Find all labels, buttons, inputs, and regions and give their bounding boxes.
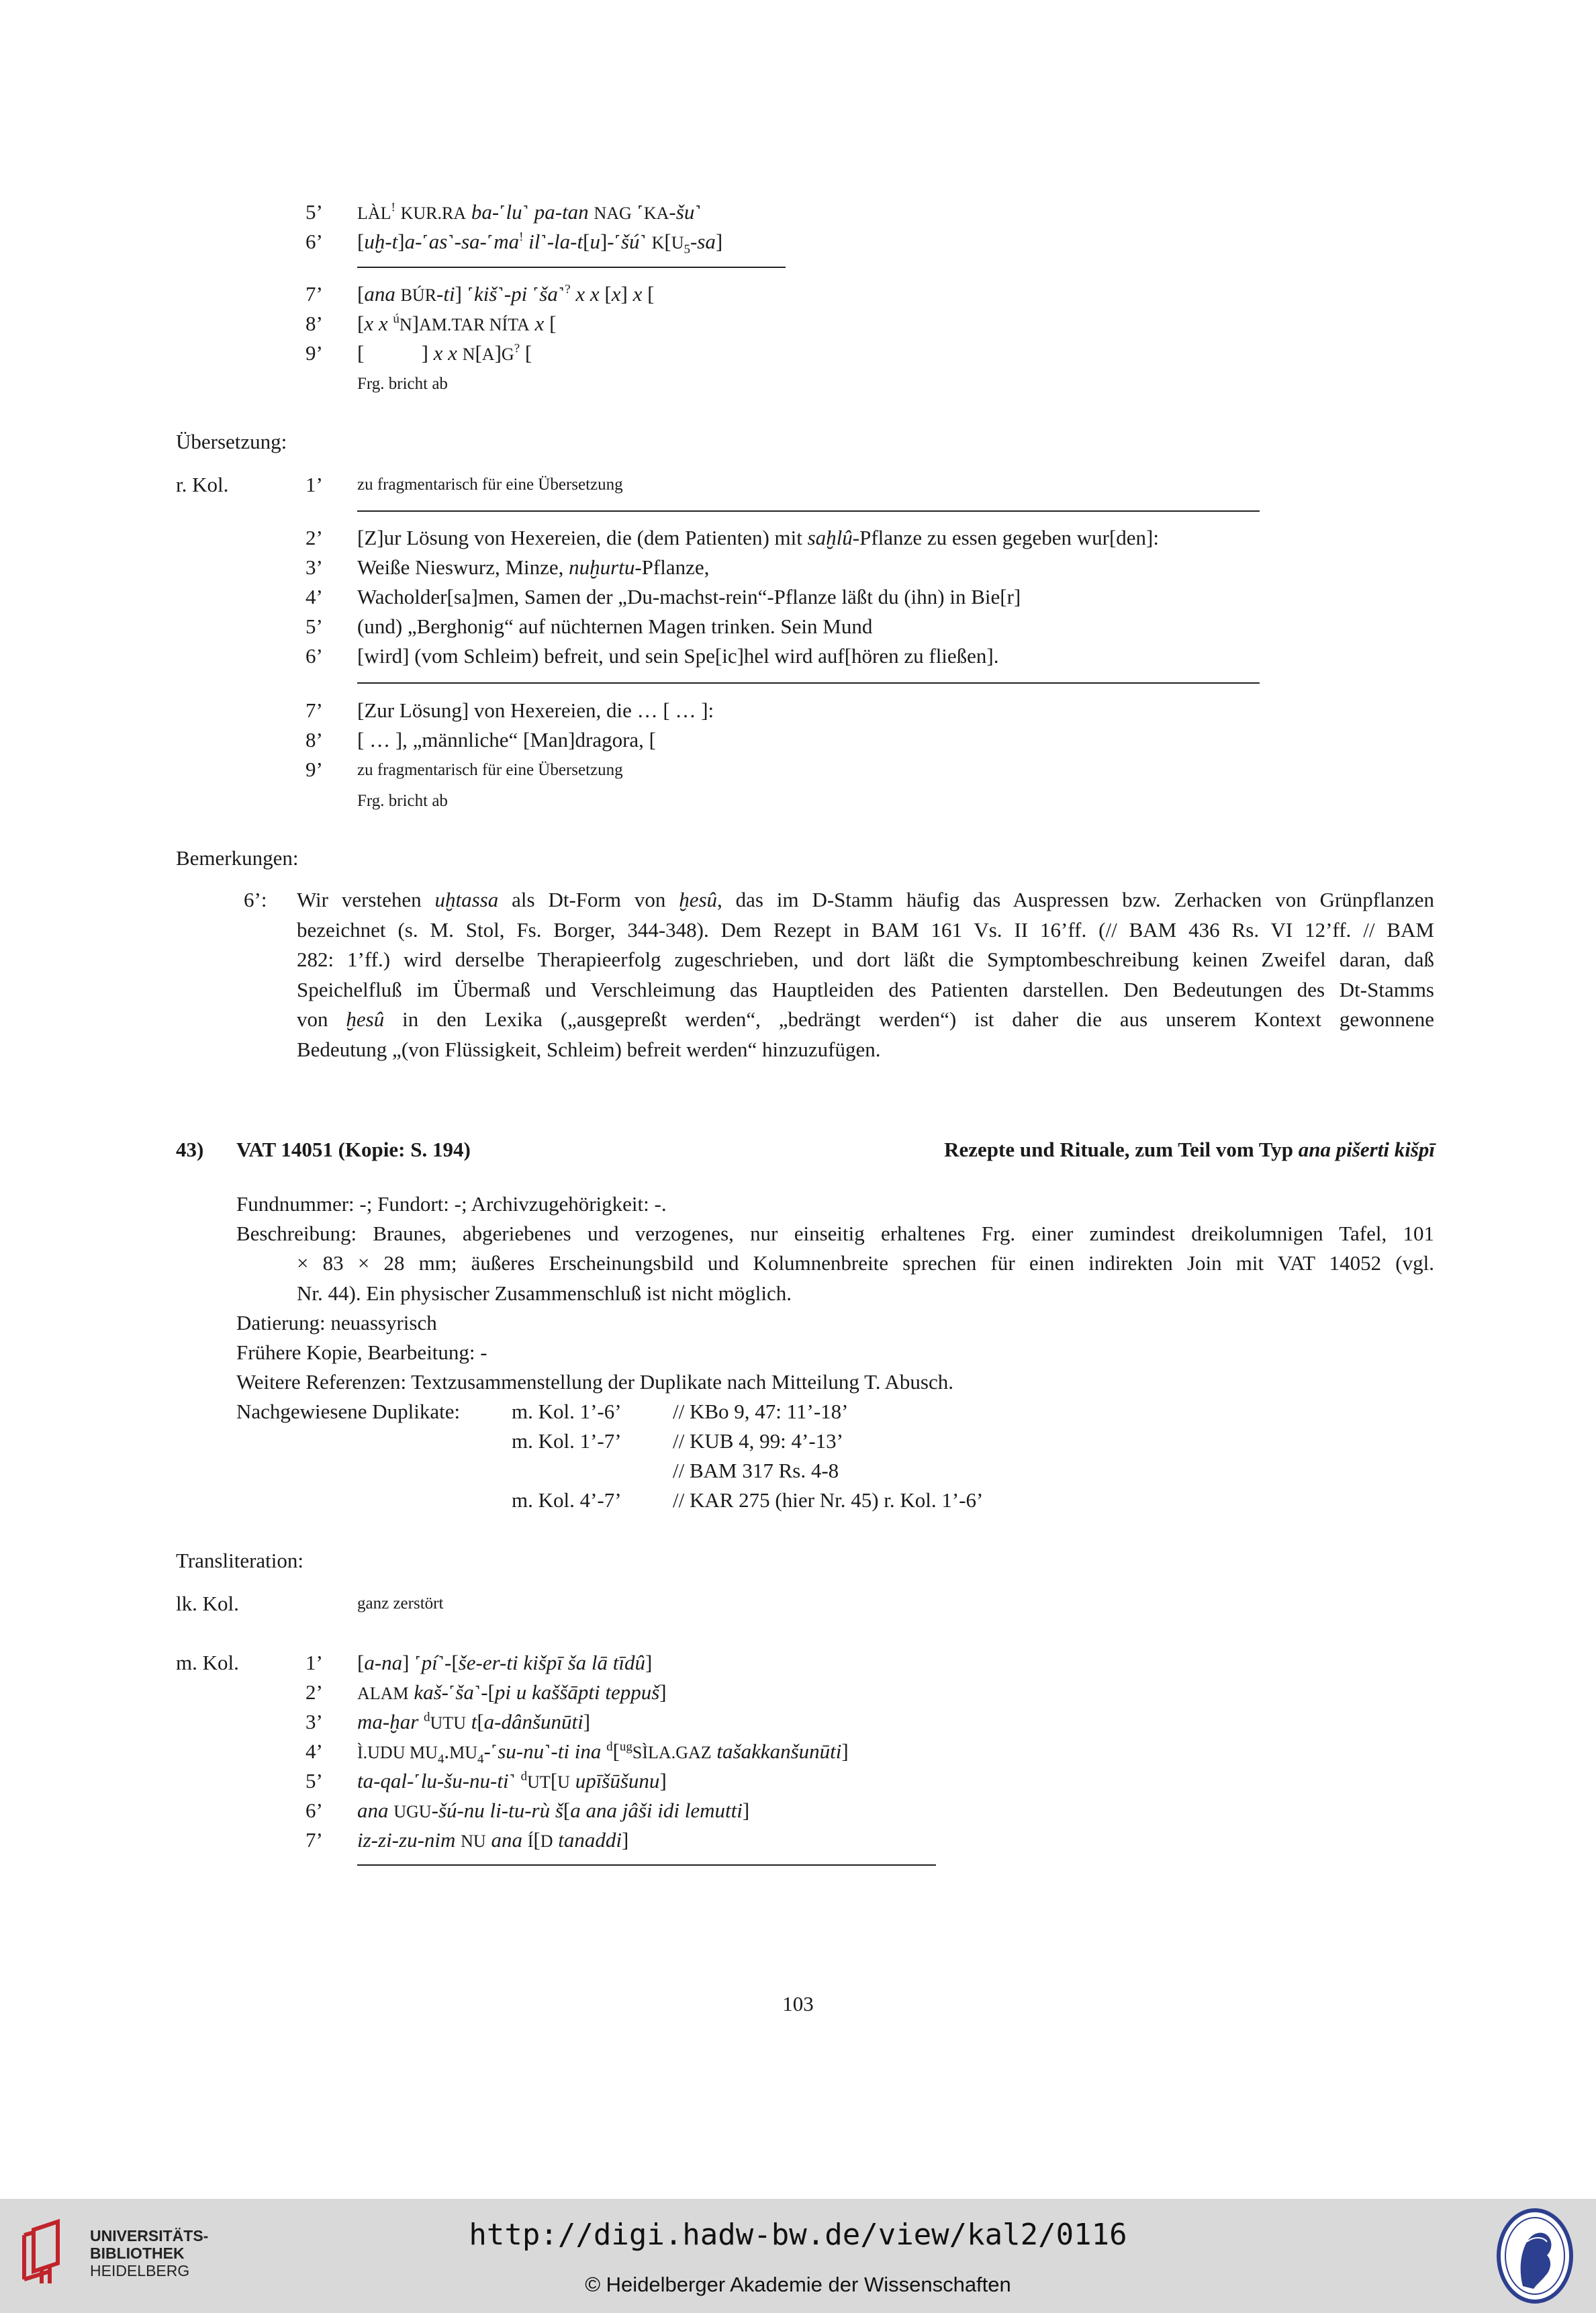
section-divider [357,682,1260,684]
logo-line: BIBLIOTHEK [90,2244,185,2262]
fundnummer-line: Fundnummer: -; Fundort: -; Archivzugehörigkeit: -. [236,1192,667,1216]
duplikate-label: Nachgewiesene Duplikate: [236,1400,461,1423]
line-number: 5’ [306,615,323,638]
entry-title: VAT 14051 (Kopie: S. 194) [236,1138,471,1161]
beschreibung-line: Nr. 44). Ein physischer Zusammenschluß ist nicht möglich. [297,1281,792,1305]
datierung-line: Datierung: neuassyrisch [236,1311,437,1334]
column-label: m. Kol. [176,1651,239,1674]
line-number: 1’ [306,473,323,496]
translation-line-8: [ … ], „männliche“ [Man]dragora, [ [357,728,656,752]
column-label: r. Kol. [176,473,229,496]
duplikat-col: m. Kol. 4’-7’ [512,1488,622,1512]
line-number: 3’ [306,1710,323,1733]
translation-line-2: [Z]ur Lösung von Hexereien, die (dem Patienten) mit saḫlû-Pflanze zu essen gegeben wur[den]: [357,526,1159,549]
translit-m-line-6: ana UGU-šú-nu li-tu-rù š[a ana jâši idi lemutti] [357,1799,750,1822]
fragment-break-note: Frg. bricht ab [357,792,448,810]
logo-line: UNIVERSITÄTS- [90,2227,209,2244]
duplikat-ref: // KAR 275 (hier Nr. 45) r. Kol. 1’-6’ [673,1488,984,1512]
footer-bar [0,2199,1596,2313]
section-heading: Übersetzung: [176,430,287,453]
translit-m-line-7: iz-zi-zu-nim NU ana Í[D tanaddi] [357,1828,629,1852]
logo-line: HEIDELBERG [90,2262,190,2279]
column-note: ganz zerstört [357,1594,444,1613]
line-number: 5’ [306,1769,323,1793]
line-number: 3’ [306,555,323,579]
section-heading: Bemerkungen: [176,846,299,870]
line-number: 8’ [306,728,323,752]
entry-category-text: Rezepte und Rituale, zum Teil vom Typ [944,1138,1293,1161]
translation-line-1: zu fragmentarisch für eine Übersetzung [357,475,623,494]
duplikat-col: m. Kol. 1’-6’ [512,1400,622,1423]
translit-line-8: [x x $^ú$N]AM.TAR NÍTA x [ [357,312,557,335]
line-number: 4’ [306,585,323,608]
translit-m-line-5: ta-qal-˹lu-šu-nu-ti˺ $^d$UT[U upīšūšunu] [357,1769,667,1793]
section-divider [357,510,1260,512]
duplikat-ref: // KUB 4, 99: 4’-13’ [673,1429,844,1453]
page-number: 103 [782,1992,814,2015]
source-url-link[interactable]: http://digi.hadw-bw.de/view/kal2/0116 [469,2218,1127,2252]
translit-line-5: LÀL! KUR.RA ba-˹lu˺ pa-tan NAG ˹KA-šu˺ [357,200,702,224]
line-number: 1’ [306,1651,323,1674]
translit-line-7: [ana BÚR-ti] ˹kiš˺-pi ˹ša˺? x x [x] x [ [357,282,655,306]
section-divider [357,267,786,268]
line-number: 2’ [306,1680,323,1704]
duplikat-ref: // BAM 317 Rs. 4-8 [673,1459,839,1482]
translit-m-line-4: Ì.UDU $MU_4.MU_4-˹su-nu˺-ti$ ina $^d$[$^{ug}$SÌLA.GAZ tašakkanšunūti] [357,1739,849,1767]
translit-line-9: [ ] x x N[A]G? [ [357,341,532,365]
translation-line-4: Wacholder[sa]men, Samen der „Du-machst-rein“-Pflanze läßt du (ihn) in Bie[r] [357,585,1021,608]
fruehere-line: Frühere Kopie, Bearbeitung: - [236,1341,487,1364]
line-number: 2’ [306,526,323,549]
entry-category [944,1135,1435,1165]
remark-reference: 6’: [244,888,267,911]
translit-m-line-1: [a-na] ˹pí˺-[še-er-ti kišpī ša lā tīdû] [357,1651,653,1674]
beschreibung-block-cont [297,1249,1434,1308]
line-number: 7’ [306,698,323,722]
translit-line-6: [uḫ-t]a-˹as˺-sa-˹ma! il˺-la-t[u]-˹šú˺ $K[U_5-sa]$ [357,230,723,257]
column-label: lk. Kol. [176,1592,239,1615]
line-number: 6’ [306,230,323,253]
translit-m-line-3: ma-ḫar $^d$UTU t[a-dânšunūti] [357,1710,591,1733]
copyright-notice: © Heidelberger Akademie der Wissenschaften [585,2273,1011,2296]
section-divider [357,1864,936,1866]
line-number: 9’ [306,341,323,365]
academy-seal-icon [1496,2207,1574,2305]
fragment-break-note: Frg. bricht ab [357,375,448,393]
translation-line-5: (und) „Berghonig“ auf nüchternen Magen trinken. Sein Mund [357,615,873,638]
line-number: 6’ [306,644,323,668]
line-number: 7’ [306,282,323,306]
line-number: 4’ [306,1739,323,1763]
line-number: 6’ [306,1799,323,1822]
weitere-line: Weitere Referenzen: Textzusammenstellung der Duplikate nach Mitteilung T. Abusch. [236,1370,953,1394]
translit-m-line-2: ALAM kaš-˹ša˺-[pi u kaššāpti teppuš] [357,1680,667,1704]
duplikat-col: m. Kol. 1’-7’ [512,1429,622,1453]
translation-line-7: [Zur Lösung] von Hexereien, die … [ … ]: [357,698,714,722]
entry-category-italic: ana pišerti kišpī [1298,1138,1435,1161]
beschreibung-line: Beschreibung: Braunes, abgeriebenes und verzogenes, nur einseitig erhaltenes Frg. einer zumindest dreikolumnigen Tafel, 101 [236,1222,1434,1245]
remark-paragraph: Wir verstehen uḫtassa als Dt-Form von ḫesû, das im D-Stamm häufig das Auspressen bzw. Zerhacken von Grünpflanzen bezeichnet (s. M. Stol, Fs. Borger, 344-348). Dem Rezept in BAM 161 Vs. II 16’ff. (// BAM 436 Rs. VI 12’ff. // BAM 282: 1’ff.) wird derselbe Therapieerfolg zugeschrieben, und dort läßt die Symptombeschreibung keinen Zweifel daran, daß Speichelfluß im Übermaß und Verschleimung das Hauptleiden des Patienten darstellen. Den Bedeutungen des Dt-Stamms von ḫesû in den Lexika („ausgepreßt werden“, „bedrängt werden“) ist daher die aus unserem Kontext gewonnene Bedeutung „(von Flüssigkeit, Schleim) befreit werden“ hinzuzufügen. [297,888,1435,1061]
line-number: 9’ [306,758,323,781]
duplikat-ref: // KBo 9, 47: 11’-18’ [673,1400,849,1423]
line-number: 5’ [306,200,323,224]
line-number: 8’ [306,312,323,335]
translation-line-9: zu fragmentarisch für eine Übersetzung [357,761,623,779]
beschreibung-block [236,1219,1434,1249]
line-number: 7’ [306,1828,323,1852]
translation-line-3: Weiße Nieswurz, Minze, nuḫurtu-Pflanze, [357,555,710,579]
section-heading: Transliteration: [176,1549,304,1572]
beschreibung-line: × 83 × 28 mm; äußeres Erscheinungsbild und Kolumnenbreite sprechen für einen indirekten Join mit VAT 14052 (vgl. [297,1251,1434,1275]
translation-line-6: [wird] (vom Schleim) befreit, und sein Spe[ic]hel wird auf[hören zu fließen]. [357,644,999,668]
entry-number: 43) [176,1138,204,1161]
